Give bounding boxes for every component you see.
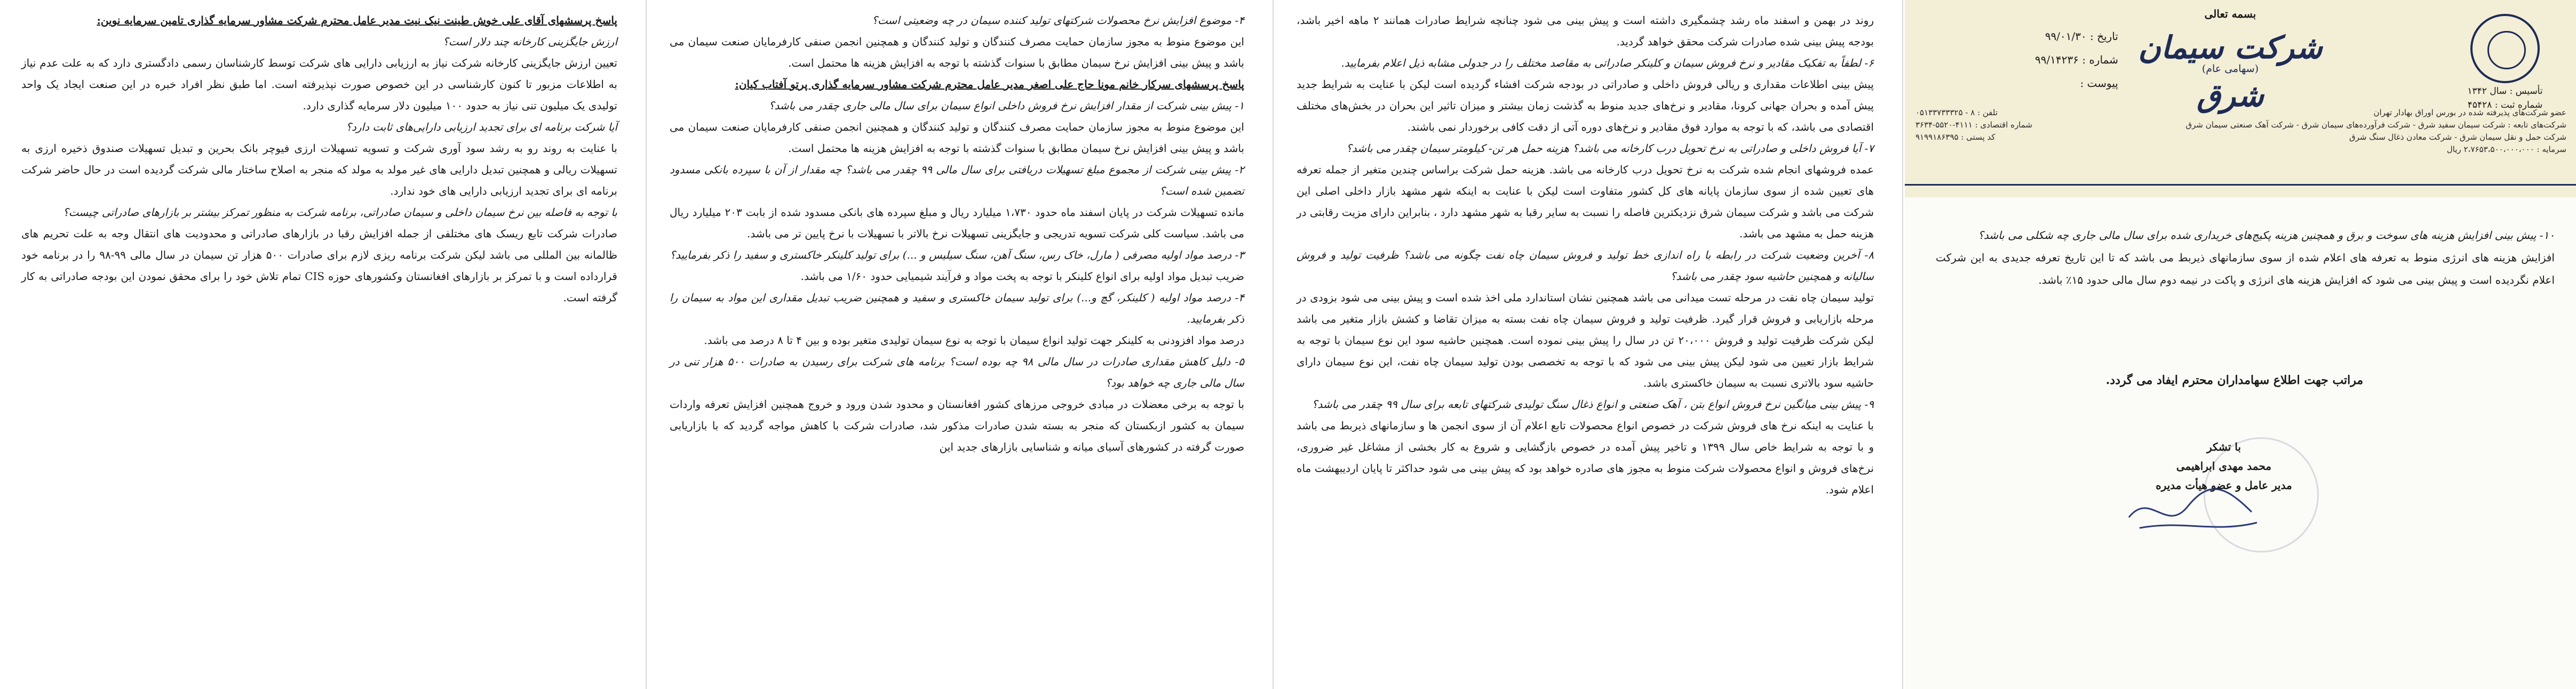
capital-text: سرمایه : ۲،۷۶۵۳،۵۰۰،۰۰۰،۰۰۰ ریال (2446, 145, 2566, 154)
section-heading: پاسخ پرسشهای سرکار خانم مونا حاج علی اصغر مدیر عامل محترم شرکت مشاور سرمایه گذاری پرتو آفتاب کیان: (735, 78, 1244, 91)
letterhead (1905, 0, 2576, 197)
question-text: ۴- موضوع افزایش نرخ محصولات شرکتهای تولید کننده سیمان در چه وضعیتی است؟ (872, 14, 1244, 27)
page-divider (1273, 0, 1274, 689)
answer-text: عمده فروشهای انجام شده شرکت به نرخ تحویل درب کارخانه می باشد. هزینه حمل شرکت براساس چندین متغیر از جمله تعرفه های تعیین شده از سوی سازمان پایانه های کل کشور متفاوت است لیکن با عنایت به اینکه شهر مشهد بازار داخلی اصلی این شرکت می باشد و شرکت سیمان شرق نزدیکترین فاصله را نسبت به سایر رقبا به شهر مشهد دارد ، بنابراین دارای مزیت رقابتی در هزینه حمل به مشهد می باشد. (1296, 163, 1874, 240)
sign-thanks: با تشکر (2206, 440, 2241, 453)
contact-line: شماره اقتصادی : ۴۱۱۱-۵۵۲۰-۳۶۳۴ (1915, 120, 2032, 130)
answer-text: این موضوع منوط به مجوز سازمان حمایت مصرف کنندگان و تولید کنندگان و همچنین انجمن صنفی کارفرمایان صنعت سیمان می باشد و پیش بینی افزایش نرخ سیمان مطابق با سنوات گذشته با توجه به افزایش هزینه ها محتمل است. (670, 35, 1244, 69)
answer-text: مانده تسهیلات شرکت در پایان اسفند ماه حدود ۱،۷۳۰ میلیارد ریال و مبلغ سپرده های بانکی مسدود شده از بابت ۲۰۳ میلیارد ریال می باشد. سیاست کلی شرکت تسویه تدریجی و جایگزینی تسهیلات نرخ بالاتر با تسهیلات با نرخ پایین تر می باشد. (670, 206, 1244, 240)
answer-text: روند در بهمن و اسفند ماه رشد چشمگیری داشته است و پیش بینی می شود چنانچه شرایط صادرات همانند ۲ ماهه اخیر باشد، بودجه پیش بینی شده صادرات شرکت محقق خواهد گردید. (1297, 14, 1874, 48)
info-line: شرکت‌های تابعه : شرکت سیمان سفید شرق - شرکت فرآورده‌های سیمان شرق - شرکت آهک صنعتی سیمان شرق (2185, 120, 2566, 130)
answer-10: افزایش هزینه های انرژی منوط به تعرفه های اعلام شده از سوی سازمانهای ذیربط می باشد که تا این تاریخ تعرفه جدیدی به این شرکت اعلام نگردیده است و پیش بینی می شود که افزایش هزینه های انرژی و پاکت در نیمه دوم سال مالی حدود ۱۵٪ باشد. (1936, 251, 2555, 286)
date-value: ۹۹/۰۱/۳۰ (2045, 30, 2087, 43)
page-divider (1902, 0, 1903, 689)
answer-text: با عنایت به روند رو به رشد سود آوری شرکت و تسویه تسهیلات ارزی فیوچر بانک بحرین و تبدیل تسهیلات صندوق ذخیره ارزی به تسهیلات ریالی و همچنین تبدیل دارایی های غیر مولد به مولد که منجر به اصلاح ساختار مالی شرکت گردیده است در حال حاضر شرکت برنامه ای برای تجدید ارزیابی دارایی های خود ندارد. (21, 142, 617, 197)
date-row (1926, 25, 2118, 48)
answer-text: درصد مواد افزودنی به کلینکر جهت تولید انواع سیمان با توجه به نوع سیمان تولیدی متغیر بوده و بین ۴ تا ۸ درصد می باشد. (704, 334, 1244, 347)
letter-page-3 (648, 0, 1270, 689)
info-line: عضو شرکت‌های پذیرفته شده در بورس اوراق بهادار تهران (2373, 108, 2566, 117)
letter-page-1 (1905, 0, 2576, 689)
company-info (1915, 107, 2566, 156)
info-line: شرکت حمل و نقل سیمان شرق - شرکت معادن ذغال سنگ شرق (2349, 132, 2566, 142)
page3-body (648, 0, 1270, 463)
section-heading: پاسخ پرسشهای آقای علی خوش طینت نیک نیت مدیر عامل محترم شرکت مشاور سرمایه گذاری تامین سرمایه نوین: (97, 14, 617, 27)
question-text: ۵- دلیل کاهش مقداری صادرات در سال مالی ۹۸ چه بوده است؟ برنامه های شرکت برای رسیدن به صادرات ۵۰۰ هزار تنی در سال مالی جاری چه خواهد بود؟ (670, 355, 1244, 389)
answer-text: صادرات شرکت تابع ریسک های مختلفی از جمله افزایش رقبا در بازارهای صادراتی و محدودیت های انتقال وجه به علت تحریم های ظالمانه بین المللی می باشد لیکن شرکت برنامه ریزی لازم برای صادرات ۵۰۰ هزار تن سیمان در سال مالی ۹۹-۹۸ را در برنامه خود قرارداده است و با تمرکز بر بازارهای افغانستان وکشورهای حوزه CIS تمام تلاش خود را برای محقق نمودن این بودجه صادراتی به کار گرفته است. (21, 227, 617, 304)
question-text: ۶- لطفاً به تفکیک مقادیر و نرخ فروش سیمان و کلینکر صادراتی به مقاصد مختلف را در جدولی مشابه ذیل اعلام بفرمایید. (1341, 57, 1874, 69)
answer-text: پیش بینی اطلاعات مقداری و ریالی فروش داخلی و صادراتی در بودجه شرکت افشاء گردیده است لیکن با عنایت به شرایط جدید پیش آمده و بحران جهانی کرونا، مقادیر و نرخ‌های جدید منوط به گذشت زمان بیشتر و میزان تاثیر این بحران در بخش‌های مختلف اقتصادی می باشد، که با توجه به موارد فوق مقادیر و نرخ‌های دوره آتی از دقت کافی برخوردار نمی باشند. (1297, 78, 1874, 133)
question-text: با توجه به فاصله بین نرخ سیمان داخلی و سیمان صادراتی، برنامه شرکت به منظور تمرکز بیشتر بر بازارهای صادراتی چیست؟ (62, 206, 617, 219)
letter-page-4 (0, 0, 643, 689)
company-name: شرکت سیمان شرق (2138, 29, 2323, 114)
basmala: بسمه تعالی (2204, 7, 2256, 20)
answer-text: با عنایت به اینکه نرخ های فروش شرکت در خصوص انواع محصولات تابع اعلام آن از سوی انجمن ها و سازمانهای ذیربط می باشد و با توجه به شرایط خاص سال ۱۳۹۹ و تاخیر پیش آمده در خصوص بازگشایی و شروع به کار بخشی از مشاغل غیر ضروری، نرخ‌های فروش و انواع محصولات شرکت منوط به مجوز های صادره خواهد بود که پیش بینی می شود حداکثر تا پایان اردیبهشت ماه اعلام شود. (1297, 419, 1874, 496)
page1-body (1936, 224, 2555, 291)
number-value: ۹۹/۱۴۲۳۶ (2035, 53, 2079, 66)
attachment-row (1926, 71, 2118, 95)
signer-name: محمد مهدی ابراهیمی (2176, 460, 2272, 472)
question-text: ۷- آیا فروش داخلی و صادراتی به نرخ تحویل درب کارخانه می باشد؟ هزینه حمل هر تن- کیلومتر سیمان چقدر می باشد؟ (1346, 142, 1874, 155)
question-text: ۸- آخرین وضعیت شرکت در رابطه با راه اندازی خط تولید و فروش سیمان چاه نفت چگونه می باشد؟ ظرفیت تولید و فروش سالیانه و همچنین حاشیه سود چقدر می باشد؟ (1297, 249, 1874, 283)
page-divider (646, 0, 647, 689)
answer-text: با توجه به برخی معضلات در مبادی خروجی مرزهای کشور افغانستان و محدود شدن ورود و خروج همچنین افزایش تعرفه واردات سیمان به کشور ازبکستان که منجر به بسته شدن صادرات مذکور شد، صادرات شرکت با کاهش مواجه گردید که با بازاریابی صورت گرفته در کشورهای آسیای میانه و شناسایی بازارهای جدید این (670, 398, 1244, 453)
established-text: تأسیس : سال ۱۳۴۲ (2467, 86, 2543, 97)
question-text: آیا شرکت برنامه ای برای تجدید ارزیابی دارایی‌های ثابت دارد؟ (346, 121, 617, 133)
page4-body (0, 0, 643, 314)
answer-text: ضریب تبدیل مواد اولیه برای انواع کلینکر با توجه به پخت مواد و فرآیند شیمیایی حدود ۱/۶۰ می باشد. (800, 270, 1244, 283)
answer-text: این موضوع منوط به مجوز سازمان حمایت مصرف کنندگان و تولید کنندگان و همچنین انجمن صنفی کارفرمایان صنعت سیمان می باشد و پیش بینی افزایش نرخ سیمان مطابق با سنوات گذشته با توجه به افزایش هزینه ها محتمل است. (670, 121, 1244, 155)
answer-text: تعیین ارزش جایگزینی کارخانه شرکت نیاز به ارزیابی دارایی های شرکت توسط کارشناسان رسمی دادگستری دارد که به علت عدم نیاز به اطلاعات مزبور تا کنون کارشناسی در این خصوص صورت نپذیرفته است. اما طبق نظر افراد خبره در این صنعت ایجاد یک واحد تولیدی یک میلیون تنی نیاز به حدود ۱۰۰ میلیون دلار سرمایه گذاری دارد. (21, 57, 617, 112)
signer-title: مدیر عامل و عضو هیأت مدیره (2156, 479, 2292, 492)
answer-text: تولید سیمان چاه نفت در مرحله تست میدانی می باشد همچنین نشان استاندارد ملی اخذ شده است و پیش بینی می شود بزودی در مرحله بازاریابی و فروش قرار گیرد. ظرفیت تولید و فروش سیمان چاه نفت بسته به میزان تقاضا و کشش بازار متغیر می باشد لیکن شرکت ظرفیت تولید و فروش ۲۰،۰۰۰ تن در سال را پیش بینی نموده است. همچنین حاشیه سود این نوع سیمان با توجه به شرایط بازار تعیین می شود لیکن پیش بینی می شود که با توجه به تخصصی بودن تولید سیمان چاه نفت، این نوع سیمان دارای حاشیه سود بالاتری نسبت به سیمان خاکستری باشد. (1297, 291, 1874, 389)
question-text: ارزش جایگزینی کارخانه چند دلار است؟ (443, 35, 617, 48)
letterhead-divider (1905, 184, 2576, 186)
handwritten-signature-icon (2118, 469, 2268, 544)
question-text: ۴- درصد مواد اولیه ( کلینکر، گچ و...) برای تولید سیمان خاکستری و سفید و همچنین ضریب تبدیل مقداری این مواد به سیمان را ذکر بفرمایید. (670, 291, 1244, 325)
letter-meta (1926, 25, 2118, 95)
number-row (1926, 48, 2118, 71)
question-text: ۳- درصد مواد اولیه مصرفی ( مارل، خاک رس، سنگ آهن، سنگ سیلیس و ...) برای تولید کلینکر خاکستری و سفید را ذکر بفرمایید؟ (670, 249, 1244, 261)
attachment-label: پیوست : (2080, 77, 2118, 90)
company-logo-icon (2470, 14, 2540, 83)
page2-body (1275, 0, 1899, 506)
question-text: ۲- پیش بینی شرکت از مجموع مبلغ تسهیلات دریافتی برای سال مالی ۹۹ چقدر می باشد؟ چه مقدار از آن با سپرده بانکی مسدود تضمین شده است؟ (670, 163, 1244, 197)
question-10: ۱۰- پیش بینی افزایش هزینه های سوخت و برق و همچنین هزینه پکیج‌های خریداری شده برای سال مالی جاری چه شکلی می باشد؟ (1978, 229, 2555, 242)
contact-line: تلفن : ۸ - ۰۵۱۳۳۷۳۳۳۲۵ (1915, 108, 1998, 117)
letter-page-2 (1275, 0, 1899, 689)
number-label: شماره : (2082, 53, 2118, 66)
contact-line: کد پستی : ۹۱۹۹۱۸۶۳۹۵ (1915, 132, 1995, 142)
question-text: ۱- پیش بینی شرکت از مقدار افزایش نرخ فروش داخلی انواع سیمان برای سال مالی جاری چقدر می باشد؟ (768, 99, 1244, 112)
date-label: تاریخ : (2090, 30, 2118, 43)
company-type: (سهامی عام) (2201, 63, 2259, 75)
question-text: ۹- پیش بینی میانگین نرخ فروش انواع بتن ، آهک صنعتی و انواع ذغال سنگ تولیدی شرکتهای تابعه برای سال ۹۹ چقدر می باشد؟ (1311, 398, 1874, 411)
registration-text: شماره ثبت : ۴۵۴۲۸ (2467, 100, 2543, 110)
closing-line: مراتب جهت اطلاع سهامداران محترم ایفاد می گردد. (2105, 373, 2364, 387)
